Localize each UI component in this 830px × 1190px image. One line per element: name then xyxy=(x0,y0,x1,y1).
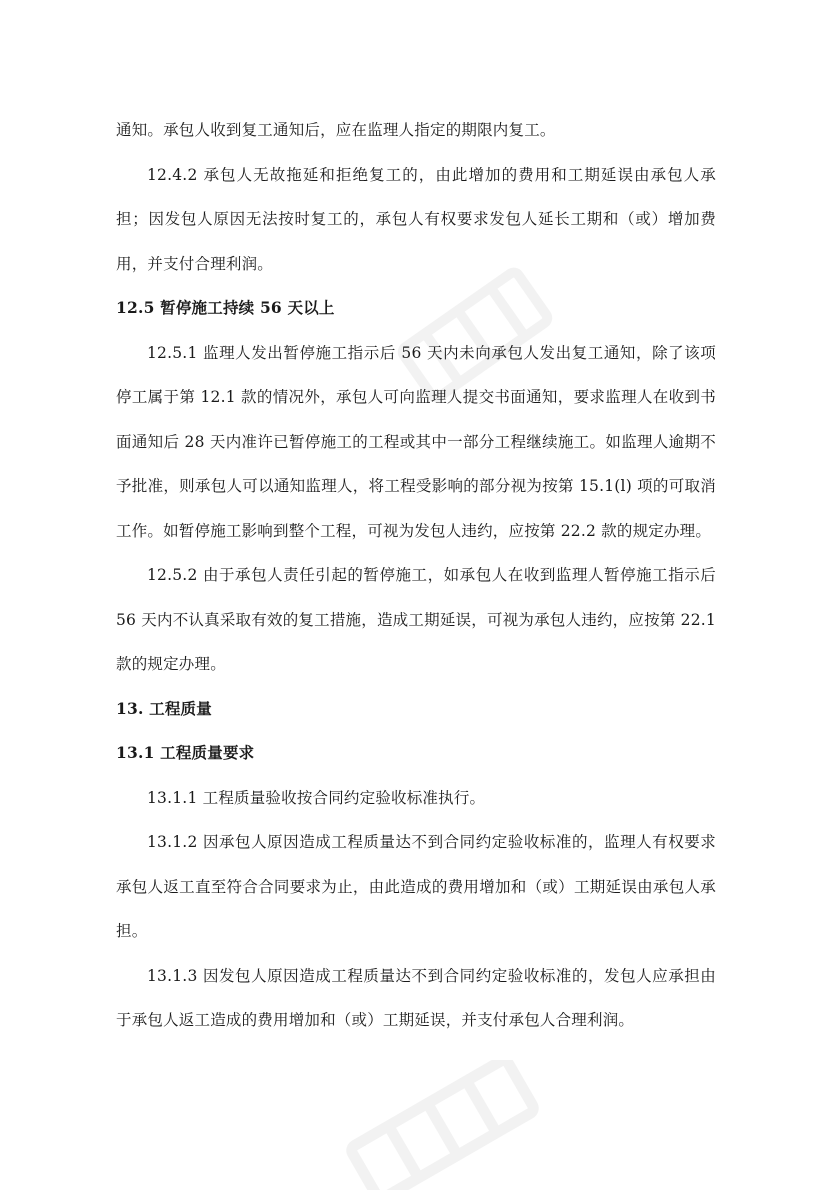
clause-13-1-3: 13.1.3 因发包人原因造成工程质量达不到合同约定验收标准的，发包人应承担由于承包人返工造成的费用增加和（或）工期延误，并支付承包人合理利润。 xyxy=(116,966,716,1029)
clause-12-5-1: 12.5.1 监理人发出暂停施工指示后 56 天内未向承包人发出复工通知，除了该项停工属于第 12.1 款的情况外，承包人可向监理人提交书面通知，要求监理人在收到书面通知后 28 天内准许已暂停施工的工程或其中一部分工程继续施工。如监理人逾期不予批准，则承包人可以通知监理人，将工程受影响的部分视为按第 15.1(l) 项的可取消工作。如暂停施工影响到整个工程，可视为发包人违约，应按第 22.2 款的规定办理。 xyxy=(116,343,716,540)
clause-12-4-2: 12.4.2 承包人无故拖延和拒绝复工的，由此增加的费用和工期延误由承包人承担；因发包人原因无法按时复工的，承包人有权要求发包人延长工期和（或）增加费用，并支付合理利润。 xyxy=(116,165,716,273)
document-body xyxy=(116,108,716,1043)
clause-13-1-1: 13.1.1 工程质量验收按合同约定验收标准执行。 xyxy=(147,788,486,807)
clause-13-1-2: 13.1.2 因承包人原因造成工程质量达不到合同约定验收标准的，监理人有权要求承包人返工直至符合合同要求为止，由此造成的费用增加和（或）工期延误由承包人承担。 xyxy=(116,833,716,940)
clause-12-5-2: 12.5.2 由于承包人责任引起的暂停施工，如承包人在收到监理人暂停施工指示后 56 天内不认真采取有效的复工措施，造成工期延误，可视为承包人违约，应按第 22.1 款的规定办理。 xyxy=(116,566,716,673)
paragraph-notice-continuation: 通知。承包人收到复工通知后，应在监理人指定的期限内复工。 xyxy=(116,121,556,139)
watermark-stamp-bottom xyxy=(330,1060,550,1190)
section-heading-12-5: 12.5 暂停施工持续 56 天以上 xyxy=(116,298,335,317)
section-heading-13-1: 13.1 工程质量要求 xyxy=(116,743,255,762)
section-heading-13: 13. 工程质量 xyxy=(116,698,212,718)
